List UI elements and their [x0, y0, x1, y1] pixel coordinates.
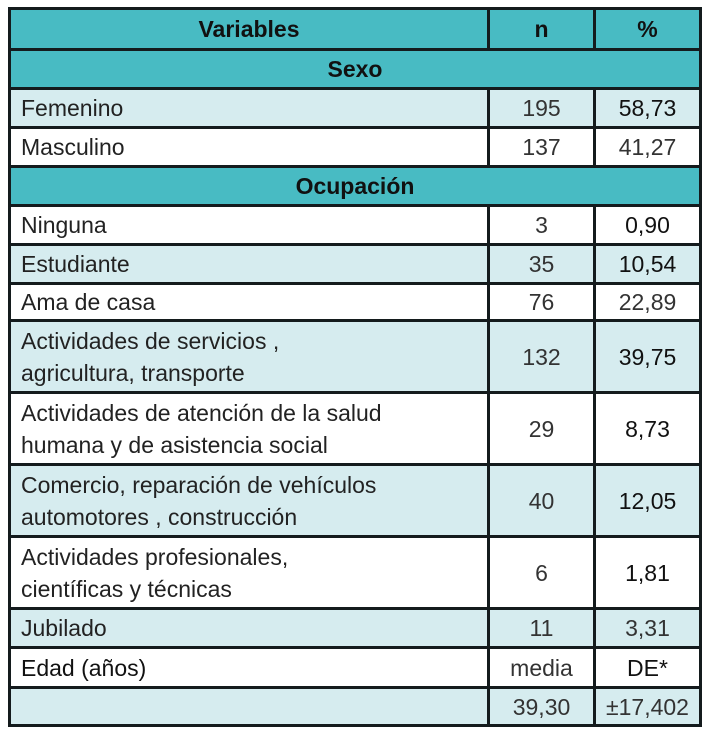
- row-label-line1: Comercio, reparación de vehículos: [21, 471, 377, 498]
- header-variables: Variables: [10, 9, 489, 50]
- row-percent: 39,75: [595, 321, 701, 393]
- row-label: Jubilado: [10, 609, 489, 648]
- row-label: [10, 465, 489, 537]
- row-label-line1: Actividades de atención de la salud: [21, 399, 382, 426]
- row-percent: 41,27: [595, 128, 701, 167]
- row-percent: 10,54: [595, 245, 701, 284]
- row-label-line1: Actividades profesionales,: [21, 543, 289, 570]
- row-n: 29: [489, 393, 595, 465]
- row-n: 6: [489, 537, 595, 609]
- section-title-ocupacion: Ocupación: [10, 167, 701, 206]
- edad-mean-value: 39,30: [489, 688, 595, 726]
- table-row: [10, 393, 701, 465]
- row-label-line2: humana y de asistencia social: [21, 431, 328, 458]
- row-label: [10, 537, 489, 609]
- table-row: [10, 321, 701, 393]
- edad-header-row: [10, 648, 701, 688]
- row-percent: 0,90: [595, 206, 701, 245]
- edad-sd-value: ±17,402: [595, 688, 701, 726]
- row-percent: 22,89: [595, 284, 701, 321]
- row-n: 40: [489, 465, 595, 537]
- section-title-sexo: Sexo: [10, 50, 701, 89]
- row-label-line2: agricultura, transporte: [21, 359, 245, 386]
- table-row: [10, 284, 701, 321]
- row-percent: 3,31: [595, 609, 701, 648]
- row-percent: 58,73: [595, 89, 701, 128]
- section-row-sexo: [10, 50, 701, 89]
- row-n: 195: [489, 89, 595, 128]
- row-percent: 8,73: [595, 393, 701, 465]
- row-n: 35: [489, 245, 595, 284]
- header-percent: %: [595, 9, 701, 50]
- table-row: [10, 537, 701, 609]
- row-label-line2: automotores , construcción: [21, 503, 298, 530]
- table-row: [10, 245, 701, 284]
- row-n: 11: [489, 609, 595, 648]
- row-label: Ninguna: [10, 206, 489, 245]
- edad-empty-cell: [10, 688, 489, 726]
- edad-values-row: [10, 688, 701, 726]
- row-label: Ama de casa: [10, 284, 489, 321]
- edad-label: Edad (años): [10, 648, 489, 688]
- table-row: [10, 609, 701, 648]
- row-label: [10, 321, 489, 393]
- row-label: Masculino: [10, 128, 489, 167]
- row-percent: 1,81: [595, 537, 701, 609]
- row-n: 3: [489, 206, 595, 245]
- row-label-line2: científicas y técnicas: [21, 575, 232, 602]
- row-n: 132: [489, 321, 595, 393]
- demographics-table: [8, 7, 702, 727]
- row-label: Femenino: [10, 89, 489, 128]
- edad-de-label: DE*: [595, 648, 701, 688]
- row-n: 76: [489, 284, 595, 321]
- header-n: n: [489, 9, 595, 50]
- row-n: 137: [489, 128, 595, 167]
- edad-media-label: media: [489, 648, 595, 688]
- table-row: [10, 128, 701, 167]
- row-label-line1: Actividades de servicios ,: [21, 327, 280, 354]
- row-percent: 12,05: [595, 465, 701, 537]
- row-label: [10, 393, 489, 465]
- table-row: [10, 206, 701, 245]
- header-row: [10, 9, 701, 50]
- row-label: Estudiante: [10, 245, 489, 284]
- table-row: [10, 465, 701, 537]
- table-row: [10, 89, 701, 128]
- section-row-ocupacion: [10, 167, 701, 206]
